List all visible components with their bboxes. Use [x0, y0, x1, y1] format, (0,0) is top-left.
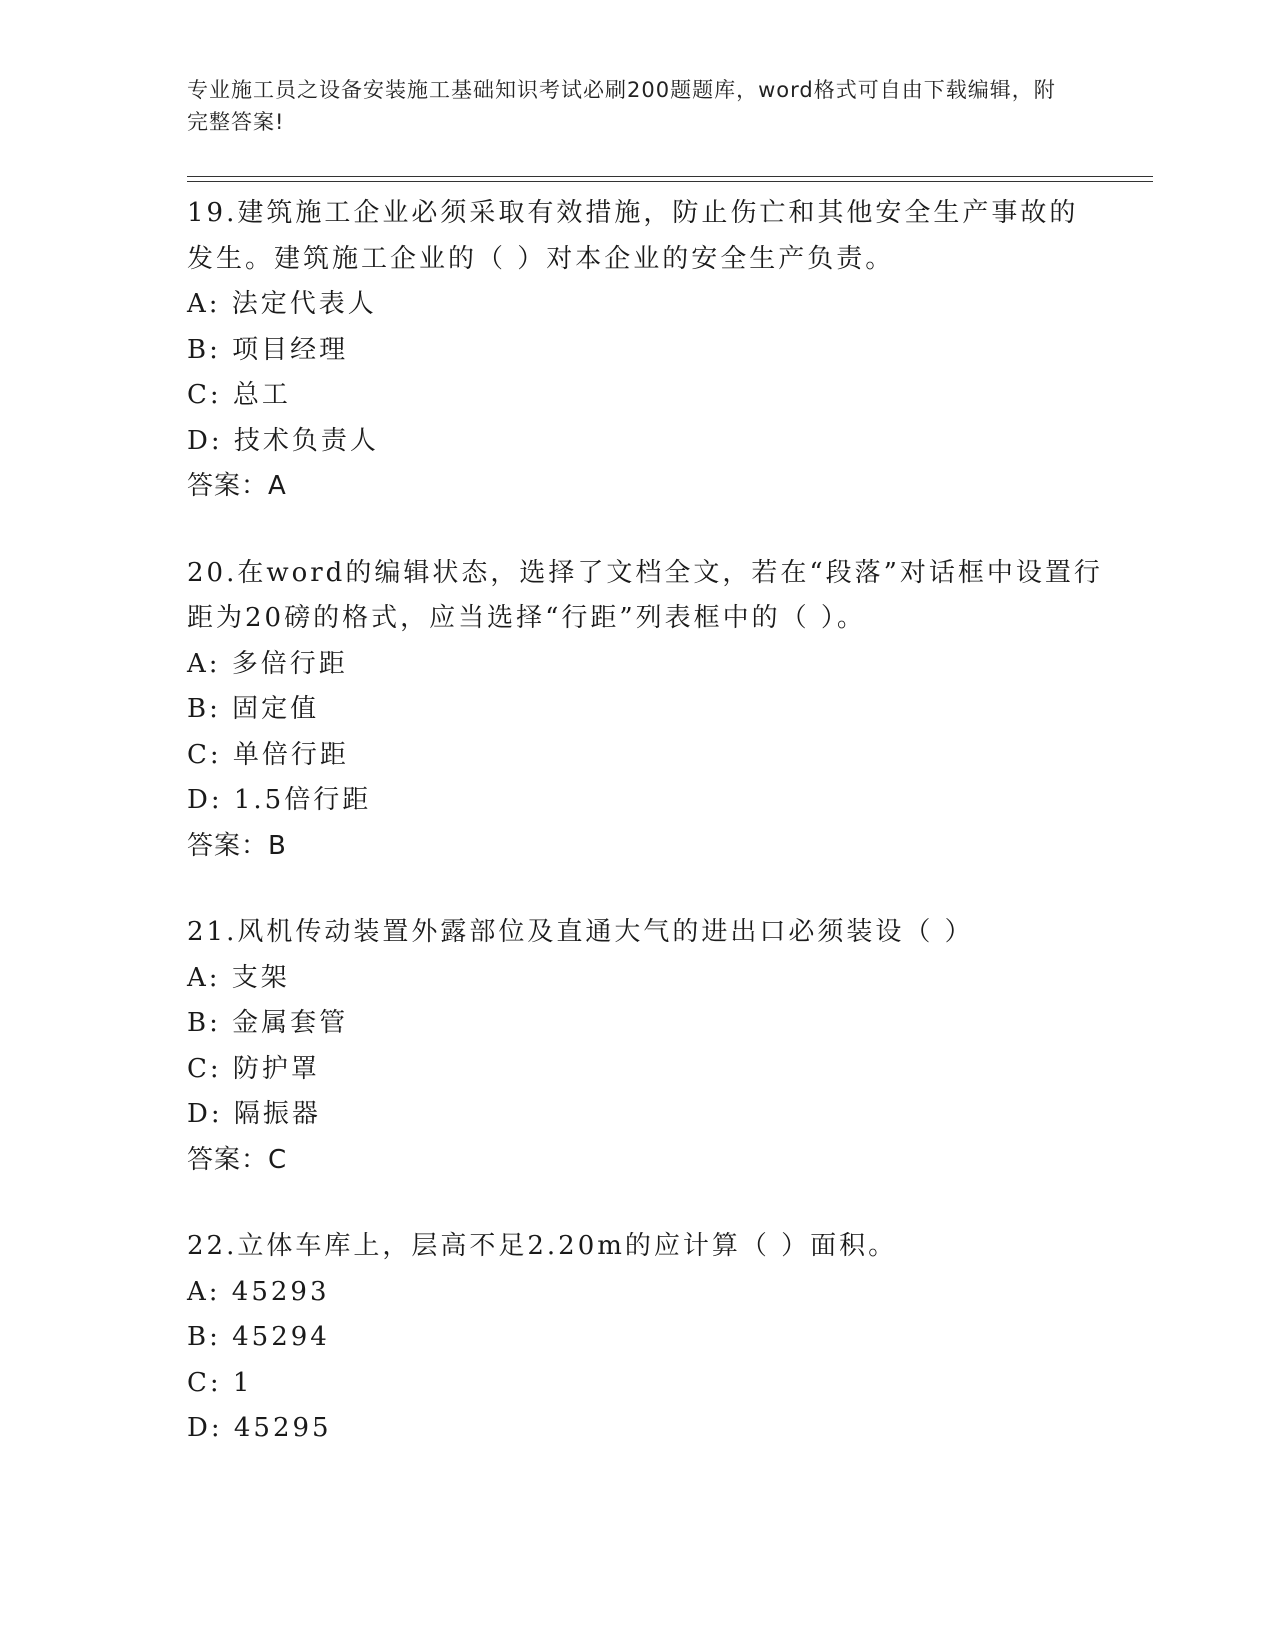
option-a: A: 支架	[187, 962, 290, 993]
option-b: B: 金属套管	[187, 1008, 349, 1038]
question-20	[187, 551, 1107, 870]
question-text: 22.立体车库上，层高不足2.20m的应计算（ ）面积。	[187, 1231, 898, 1261]
option-d: D: 技术负责人	[187, 425, 379, 456]
answer: 答案：C	[187, 1144, 288, 1175]
option-a: A: 多倍行距	[187, 648, 348, 679]
option-c: C: 防护罩	[187, 1053, 320, 1084]
option-d: D: 隔振器	[187, 1099, 321, 1129]
option-a: A: 法定代表人	[187, 289, 377, 319]
option-c: C: 单倍行距	[187, 739, 349, 770]
question-19	[187, 191, 1107, 510]
document-header: 专业施工员之设备安装施工基础知识考试必刷200题题库，word格式可自由下载编辑，附完整答案!	[187, 78, 1056, 134]
question-text: 19.建筑施工企业必须采取有效措施，防止伤亡和其他安全生产事故的发生。建筑施工企业的（ ）对本企业的安全生产负责。	[187, 198, 1079, 274]
question-21	[187, 910, 1107, 1183]
option-c: C: 1	[187, 1367, 253, 1398]
option-b: B: 45294	[187, 1322, 330, 1352]
question-22	[187, 1224, 1107, 1452]
question-text: 20.在word的编辑状态，选择了文档全文，若在“段落”对话框中设置行距为20磅的格式，应当选择“行距”列表框中的（ ）。	[187, 557, 1103, 633]
answer: 答案：B	[187, 830, 287, 861]
question-list	[187, 191, 1107, 1493]
option-b: B: 项目经理	[187, 334, 349, 365]
option-c: C: 总工	[187, 380, 291, 410]
option-a: A: 45293	[187, 1276, 330, 1307]
header-divider-bottom	[187, 181, 1153, 182]
option-d: D: 1.5倍行距	[187, 785, 372, 815]
option-b: B: 固定值	[187, 694, 320, 724]
answer: 答案：A	[187, 471, 287, 501]
question-text: 21.风机传动装置外露部位及直通大气的进出口必须装设（ ）	[187, 917, 974, 947]
header-divider-top	[187, 176, 1153, 177]
option-d: D: 45295	[187, 1413, 332, 1443]
